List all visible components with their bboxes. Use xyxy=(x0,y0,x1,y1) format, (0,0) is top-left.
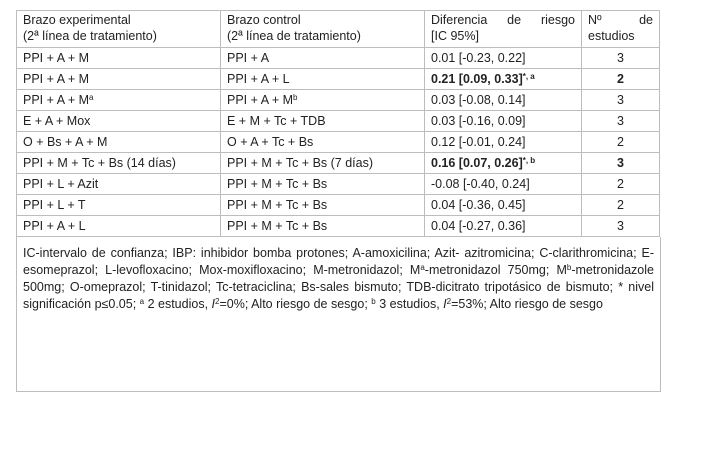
i-squared: I xyxy=(443,297,447,311)
risk-difference-cell-text: 0.21 [0.09, 0.33] xyxy=(431,72,523,86)
experimental-arm-cell-text: PPI + L + T xyxy=(23,198,86,212)
experimental-arm-cell-text: PPI + A + M xyxy=(23,72,90,86)
footnote-text: 2 estudios, xyxy=(144,297,212,311)
header-num-studies xyxy=(582,11,660,48)
num-studies-cell xyxy=(582,174,660,195)
risk-difference-cell-text: 0.01 [-0.23, 0.22] xyxy=(431,51,526,65)
table-row xyxy=(17,153,660,174)
footnote xyxy=(16,237,661,392)
risk-difference-cell-text: -0.08 [-0.40, 0.24] xyxy=(431,177,530,191)
control-arm-cell-text: PPI + M + Tc + Bs xyxy=(227,219,328,233)
header-text: Nº de xyxy=(588,13,653,27)
control-arm-cell xyxy=(221,174,425,195)
control-arm-cell-text: PPI + A + L xyxy=(227,72,290,86)
experimental-arm-cell xyxy=(17,216,221,237)
num-studies-cell xyxy=(582,48,660,69)
risk-difference-cell-text: 0.03 [-0.16, 0.09] xyxy=(431,114,526,128)
num-studies-cell xyxy=(582,90,660,111)
num-studies-cell xyxy=(582,153,660,174)
control-arm-cell xyxy=(221,132,425,153)
risk-difference-cell xyxy=(425,174,582,195)
table-row xyxy=(17,195,660,216)
control-arm-cell xyxy=(221,216,425,237)
num-studies-cell xyxy=(582,216,660,237)
experimental-arm-cell-text: PPI + A + L xyxy=(23,219,86,233)
risk-difference-cell xyxy=(425,69,582,90)
footnote-text: -metronidazole 500mg; O-omeprazol; T-tinidazol; Tc-tetraciclina; Bs-sales bismuto; TDB-dicitrato tripotásico de bismuto; * nivel significación p≤0.05; xyxy=(23,263,654,311)
num-studies-cell-text: 3 xyxy=(617,156,624,170)
control-arm-cell xyxy=(221,90,425,111)
footnote-text: =0%; Alto riesgo de sesgo; xyxy=(219,297,372,311)
control-arm-cell-text: PPI + A xyxy=(227,51,270,65)
num-studies-cell-text: 3 xyxy=(617,93,624,107)
table-row xyxy=(17,48,660,69)
control-arm-cell-text: PPI + A + M xyxy=(227,93,294,107)
footnote-text: -metronidazol 750mg; M xyxy=(424,263,567,277)
header-text: Brazo control xyxy=(227,13,301,27)
table-row xyxy=(17,216,660,237)
experimental-arm-cell xyxy=(17,48,221,69)
experimental-arm-cell-text: O + Bs + A + M xyxy=(23,135,108,149)
header-risk-difference xyxy=(425,11,582,48)
risk-difference-cell xyxy=(425,132,582,153)
risk-difference-cell xyxy=(425,48,582,69)
table-row xyxy=(17,132,660,153)
num-studies-cell-text: 2 xyxy=(617,198,624,212)
header-text: Brazo experimental xyxy=(23,13,131,27)
risk-difference-cell-text: 0.16 [0.07, 0.26] xyxy=(431,156,523,170)
table-header-row xyxy=(17,11,660,48)
header-text: estudios xyxy=(588,29,635,43)
control-arm-cell xyxy=(221,195,425,216)
control-arm-cell xyxy=(221,69,425,90)
experimental-arm-cell xyxy=(17,69,221,90)
header-text: Diferencia de riesgo xyxy=(431,13,575,27)
control-arm-cell-text: PPI + M + Tc + Bs xyxy=(227,177,328,191)
superscript: b xyxy=(293,93,298,102)
experimental-arm-cell-text: PPI + M + Tc + Bs (14 días) xyxy=(23,156,176,170)
superscript: a xyxy=(420,263,425,272)
experimental-arm-cell xyxy=(17,90,221,111)
experimental-arm-cell-text: PPI + A + M xyxy=(23,51,90,65)
experimental-arm-cell xyxy=(17,195,221,216)
control-arm-cell-text: O + A + Tc + Bs xyxy=(227,135,314,149)
experimental-arm-cell xyxy=(17,153,221,174)
experimental-arm-cell xyxy=(17,111,221,132)
risk-difference-cell-text: 0.04 [-0.27, 0.36] xyxy=(431,219,526,233)
superscript: *, b xyxy=(522,156,536,165)
num-studies-cell xyxy=(582,111,660,132)
risk-difference-cell xyxy=(425,153,582,174)
header-text: (2ª línea de tratamiento) xyxy=(227,29,361,43)
table-row xyxy=(17,174,660,195)
superscript: b xyxy=(371,297,376,306)
num-studies-cell xyxy=(582,69,660,90)
control-arm-cell xyxy=(221,111,425,132)
table-row xyxy=(17,111,660,132)
control-arm-cell-text: E + M + Tc + TDB xyxy=(227,114,326,128)
control-arm-cell-text: PPI + M + Tc + Bs (7 días) xyxy=(227,156,374,170)
header-text: [IC 95%] xyxy=(431,29,479,43)
footnote-text: =53%; Alto riesgo de sesgo xyxy=(451,297,603,311)
num-studies-cell xyxy=(582,132,660,153)
superscript: b xyxy=(566,263,572,272)
superscript: 2 xyxy=(446,297,452,306)
control-arm-cell xyxy=(221,153,425,174)
risk-difference-cell xyxy=(425,195,582,216)
risk-difference-cell xyxy=(425,111,582,132)
results-table xyxy=(16,10,660,237)
table-row xyxy=(17,90,660,111)
experimental-arm-cell xyxy=(17,132,221,153)
control-arm-cell-text: PPI + M + Tc + Bs xyxy=(227,198,328,212)
footnote-text: 3 estudios, xyxy=(375,297,444,311)
superscript: *, a xyxy=(522,72,535,81)
experimental-arm-cell xyxy=(17,174,221,195)
num-studies-cell-text: 3 xyxy=(617,219,624,233)
experimental-arm-cell-text: E + A + Mox xyxy=(23,114,91,128)
num-studies-cell-text: 2 xyxy=(617,72,624,86)
footnote-text: IC-intervalo de confianza; IBP: inhibidor bomba protones; A-amoxicilina; Azit- azitromicina; C-clarithromicina; E-esomeprazol; L-levofloxacino; Mox-moxifloxacino; M-metronidazol; M xyxy=(23,246,654,277)
num-studies-cell-text: 2 xyxy=(617,135,624,149)
risk-difference-cell-text: 0.12 [-0.01, 0.24] xyxy=(431,135,526,149)
experimental-arm-cell-text: PPI + A + M xyxy=(23,93,90,107)
header-experimental-arm xyxy=(17,11,221,48)
header-text: (2ª línea de tratamiento) xyxy=(23,29,157,43)
superscript: a xyxy=(89,93,94,102)
risk-difference-cell-text: 0.04 [-0.36, 0.45] xyxy=(431,198,526,212)
superscript: a xyxy=(139,297,145,306)
risk-difference-cell xyxy=(425,216,582,237)
i-squared: I xyxy=(211,297,215,311)
num-studies-cell-text: 3 xyxy=(617,51,624,65)
num-studies-cell xyxy=(582,195,660,216)
num-studies-cell-text: 3 xyxy=(617,114,624,128)
experimental-arm-cell-text: PPI + L + Azit xyxy=(23,177,99,191)
superscript: 2 xyxy=(215,297,220,306)
risk-difference-cell-text: 0.03 [-0.08, 0.14] xyxy=(431,93,526,107)
header-control-arm xyxy=(221,11,425,48)
risk-difference-cell xyxy=(425,90,582,111)
table-row xyxy=(17,69,660,90)
document xyxy=(16,10,659,392)
num-studies-cell-text: 2 xyxy=(617,177,624,191)
control-arm-cell xyxy=(221,48,425,69)
